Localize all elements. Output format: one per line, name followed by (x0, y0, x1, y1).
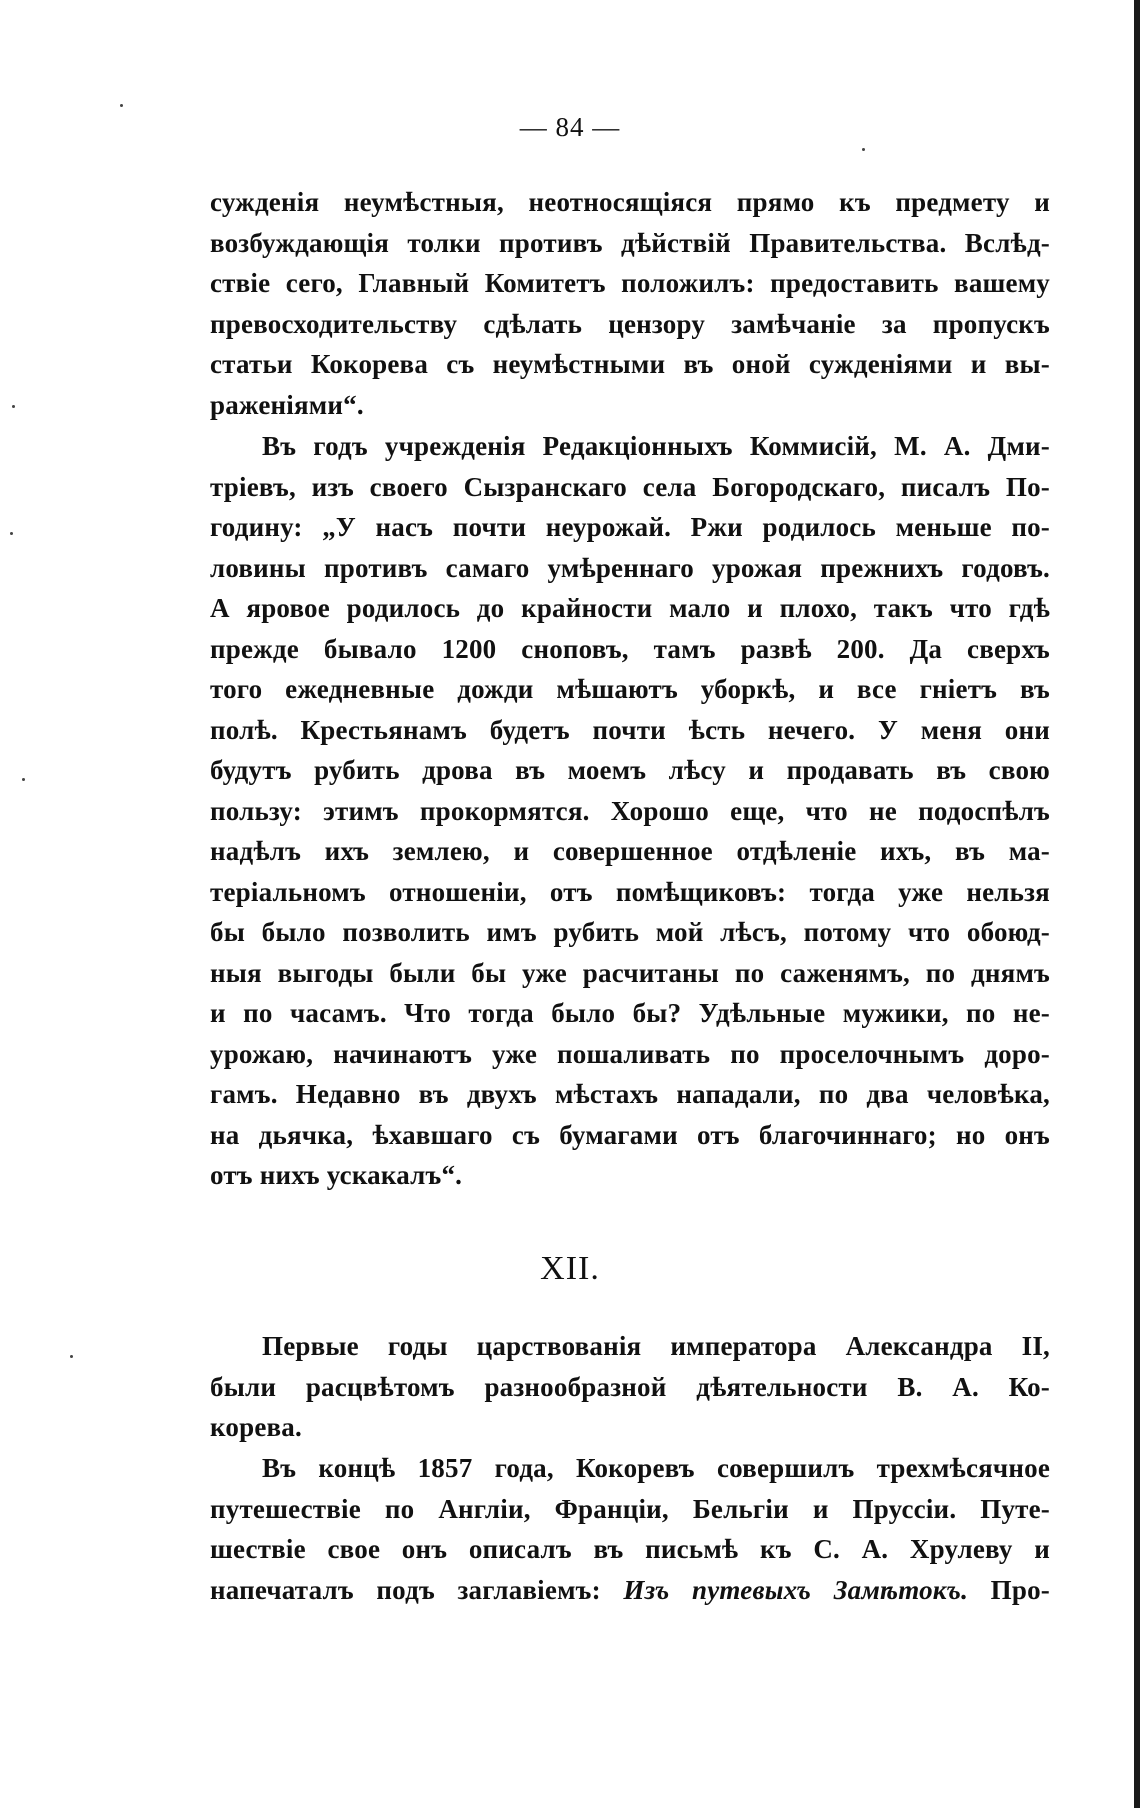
text-line: сужденія неумѣстныя, неотносящіяся прямо къ предмету и (210, 187, 1050, 217)
scan-edge-border (1134, 0, 1140, 1808)
text-line: были расцвѣтомъ разнообразной дѣятельности В. А. Ко- (210, 1371, 1050, 1402)
text-line: шествіе свое онъ описалъ въ письмѣ къ С. А. Хрулеву и (210, 1534, 1050, 1564)
paragraph-alexander-ii (210, 1326, 1050, 1448)
text-line: корева. (210, 1412, 302, 1442)
scan-speck (10, 532, 13, 535)
text-line: ствіе сего, Главный Комитетъ положилъ: предоставить вашему (210, 268, 1050, 298)
text-line: возбуждающія толки противъ дѣйствій Правительства. Вслѣд- (210, 227, 1050, 258)
text-line: отъ нихъ ускакалъ“. (210, 1160, 463, 1190)
text-line: тріевъ, изъ своего Сызранскаго села Богородскаго, писалъ По- (210, 471, 1050, 502)
text-line: пользу: этимъ прокормятся. Хорошо еще, что не подоспѣлъ (210, 795, 1050, 826)
text-line: А яровое родилось до крайности мало и плохо, такъ что гдѣ (210, 593, 1050, 623)
text-line: и по часамъ. Что тогда было бы? Удѣльные мужики, по не- (210, 998, 1050, 1028)
scan-speck (120, 104, 123, 107)
scan-speck (862, 148, 865, 151)
paragraph-journey-1857 (210, 1448, 1050, 1610)
section-heading: XII. (540, 1250, 600, 1287)
text-line: гамъ. Недавно въ двухъ мѣстахъ нападали, по два человѣка, (210, 1079, 1050, 1109)
paragraph-continuation (210, 182, 1050, 425)
text-line: ныя выгоды были бы уже расчитаны по саженямъ, по днямъ (210, 957, 1050, 988)
text-line: путешествіе по Англіи, Франціи, Бельгіи и Пруссіи. Путе- (210, 1493, 1050, 1524)
text-line: ловины противъ самаго умѣреннаго урожая прежнихъ годовъ. (210, 552, 1050, 583)
text-line: бы было позволить имъ рубить мой лѣсъ, потому что обоюд- (210, 917, 1050, 947)
scan-speck (22, 778, 25, 781)
scan-speck (70, 1355, 73, 1358)
text-line: будутъ рубить дрова въ моемъ лѣсу и продавать въ свою (210, 755, 1050, 785)
text-line: раженіями“. (210, 389, 364, 420)
text-line: Въ концѣ 1857 года, Кокоревъ совершилъ трехмѣсячное (262, 1453, 1050, 1483)
text-fragment: Про- (990, 1574, 1050, 1605)
text-fragment: напечаталъ подъ заглавіемъ: (210, 1574, 601, 1605)
text-line: статьи Кокорева съ неумѣстными въ оной сужденіями и вы- (210, 349, 1050, 379)
text-line: на дьячка, ѣхавшаго съ бумагами отъ благочиннаго; но онъ (210, 1119, 1050, 1150)
text-line: годину: „У насъ почти неурожай. Ржи родилось меньше по- (210, 512, 1050, 542)
text-line: полѣ. Крестьянамъ будетъ почти ѣсть нечего. У меня они (210, 714, 1050, 745)
text-line: теріальномъ отношеніи, отъ помѣщиковъ: тогда уже нельзя (210, 876, 1050, 907)
text-line: прежде бывало 1200 сноповъ, тамъ развѣ 200. Да сверхъ (210, 633, 1050, 664)
page-number: — 84 — (519, 112, 621, 142)
scan-speck (12, 405, 15, 408)
text-line: Первые годы царствованія императора Александра II, (262, 1331, 1050, 1361)
text-line: того ежедневные дожди мѣшаютъ уборкѣ, и все гніетъ въ (210, 674, 1050, 704)
text-line-with-title (210, 1570, 1050, 1611)
text-line: Въ годъ учрежденія Редакціонныхъ Коммисій, М. А. Дми- (262, 431, 1050, 461)
paragraph-dmitriev-letter (210, 426, 1050, 1196)
text-line: превосходительству сдѣлать цензору замѣчаніе за пропускъ (210, 308, 1050, 339)
text-line: надѣлъ ихъ землею, и совершенное отдѣленіе ихъ, въ ма- (210, 836, 1050, 866)
book-title: Изъ путевыхъ Замѣтокъ. (623, 1574, 969, 1605)
text-line: урожаю, начинаютъ уже пошаливать по проселочнымъ доро- (210, 1038, 1050, 1069)
